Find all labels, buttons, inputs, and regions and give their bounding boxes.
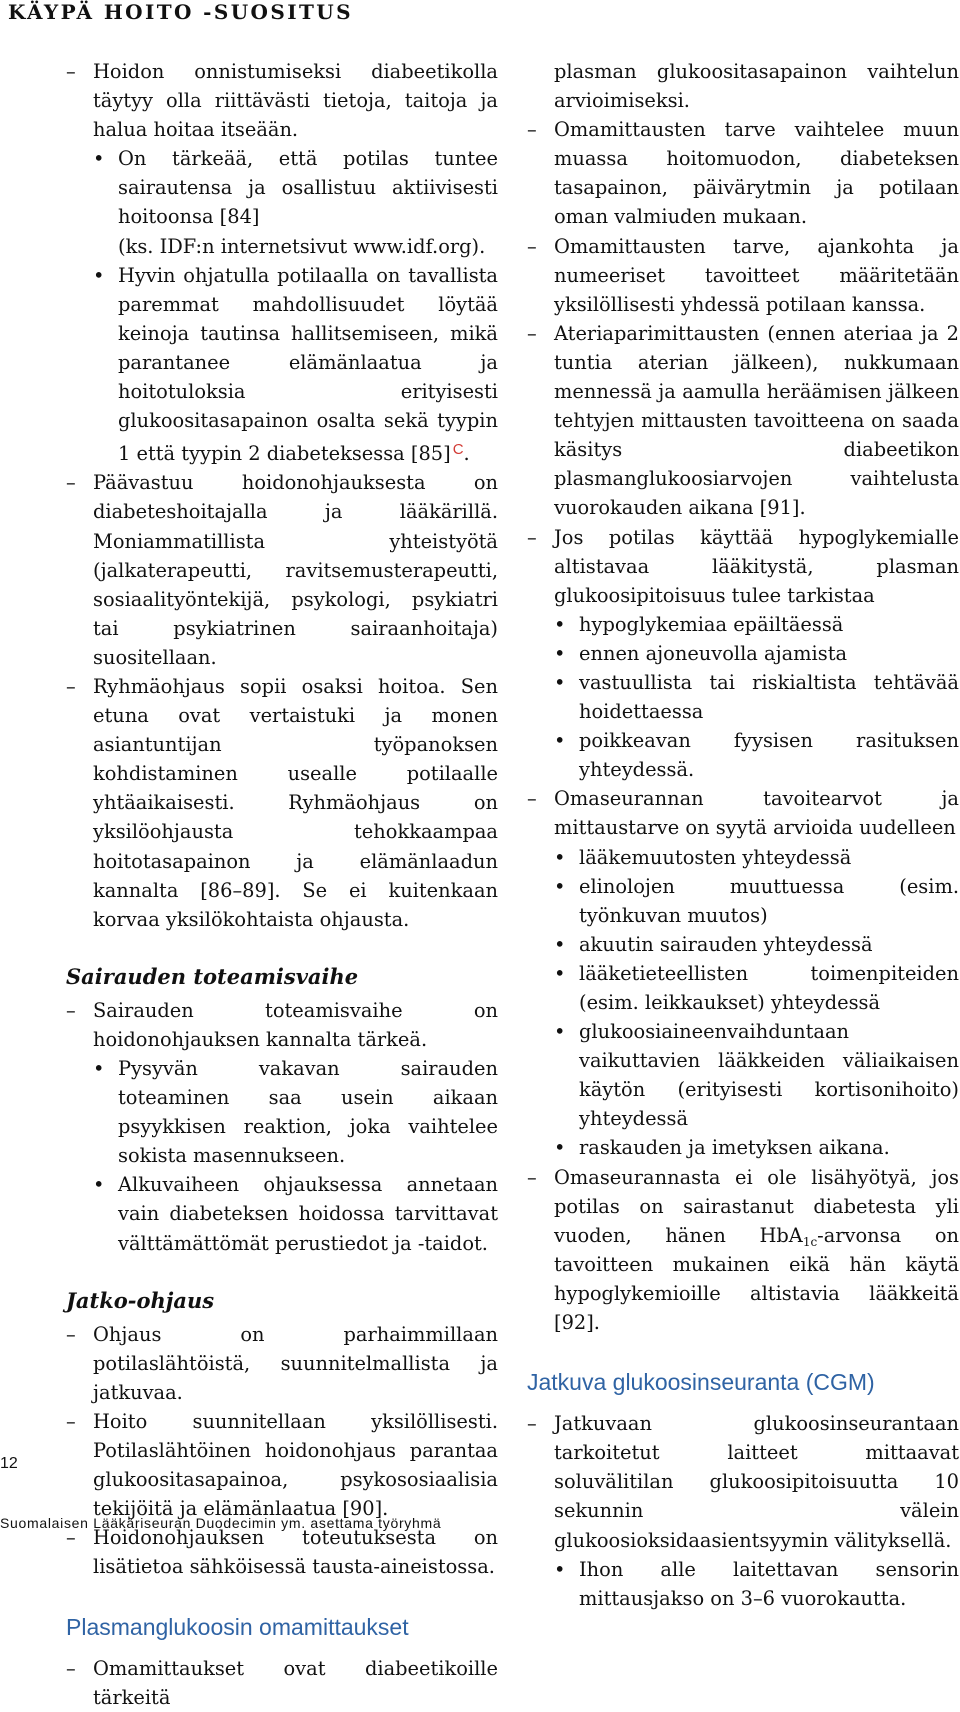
list-item-text: . [463, 442, 470, 466]
list-item: – Jatkuvaan glukoosinseurantaan tarkoitetut laitteet mittaavat soluvälitilan glukoosipitoisuutta 10 sekunnin välein glukoosioksidaasientsyymin välityksellä. [527, 1409, 959, 1554]
list-item: – Hoito suunnitellaan yksilöllisesti. Potilaslähtöinen hoidonohjaus parantaa glukoositasapainoa, psykososiaalisia tekijöitä ja elämänlaatua [90]. [66, 1407, 498, 1523]
left-column [66, 57, 498, 1712]
list-item [527, 1163, 959, 1338]
list-item-text: (ks. IDF:n internetsivut www.idf.org). [118, 234, 486, 258]
list-item: • vastuullista tai riskialtista tehtävää hoidettaessa [527, 668, 959, 726]
evidence-grade-badge: C [452, 441, 464, 459]
section-heading: Sairauden toteamisvaihe [66, 963, 359, 989]
list-item: • akuutin sairauden yhteydessä [527, 930, 959, 959]
list-item: – Jos potilas käyttää hypoglykemialle altistavaa lääkitystä, plasman glukoosipitoisuus tulee tarkistaa [527, 523, 959, 610]
list-item: – Sairauden toteamisvaihe on hoidonohjauksen kannalta tärkeä. [66, 996, 498, 1054]
list-item: – Hoidonohjauksen toteutuksesta on lisätietoa sähköisessä tausta-aineistossa. [66, 1523, 498, 1581]
list-item: – Päävastuu hoidonohjauksesta on diabeteshoitajalla ja lääkärillä. Moniammatillista yhteistyötä (jalkaterapeutti, ravitsemusterapeutti, sosiaalityöntekijä, psykologi, psykiatri tai psykiatrinen sairaanhoitaja) suositellaan. [66, 468, 498, 672]
list-item: • Ihon alle laitettavan sensorin mittausjakso on 3–6 vuorokautta. [527, 1555, 959, 1613]
list-item: – Omaseurannan tavoitearvot ja mittaustarve on syytä arvioida uudelleen [527, 784, 959, 842]
list-item [66, 261, 498, 469]
list-item: • Pysyvän vakavan sairauden toteaminen saa usein aikaan psyykkisen reaktion, joka vaihtelee sokista masennukseen. [66, 1054, 498, 1170]
list-item [66, 144, 498, 260]
page-number: 12 [0, 1455, 18, 1472]
list-item: • glukoosiaineenvaihduntaan vaikuttavien lääkkeiden väliaikaisen käytön (erityisesti kortisonihoito) yhteydessä [527, 1017, 959, 1133]
list-item: • raskauden ja imetyksen aikana. [527, 1133, 959, 1162]
subscript: 1c [802, 1234, 818, 1249]
footer-credit: Suomalaisen Lääkäriseuran Duodecimin ym. asettama työryhmä [0, 1515, 442, 1531]
right-column [527, 57, 959, 1613]
list-item: • lääkemuutosten yhteydessä [527, 843, 959, 872]
section-heading: Plasmanglukoosin omamittaukset [66, 1613, 409, 1640]
list-item-text: Omaseurannasta ei ole lisähyötyä, jos potilas on sairastanut diabetesta yli vuoden, hänen HbA [554, 1165, 959, 1247]
list-item: – Omamittaukset ovat diabeetikoille tärkeitä [66, 1654, 498, 1712]
list-item-text: -arvonsa on tavoitteen mukainen eikä hän käytä hypoglykemioille altistavia lääkkeitä [92]. [554, 1223, 960, 1335]
list-item: – Ohjaus on parhaimmillaan potilaslähtöistä, suunnitelmallista ja jatkuvaa. [66, 1320, 498, 1407]
list-item: – Omamittausten tarve vaihtelee muun muassa hoitomuodon, diabeteksen tasapainon, päivärytmin ja potilaan oman valmiuden mukaan. [527, 115, 959, 231]
list-item: • hypoglykemiaa epäiltäessä [527, 610, 959, 639]
list-item: • poikkeavan fyysisen rasituksen yhteydessä. [527, 726, 959, 784]
list-item: • ennen ajoneuvolla ajamista [527, 639, 959, 668]
list-item: • Alkuvaiheen ohjauksessa annetaan vain diabeteksen hoidossa tarvittavat välttämättömät perustiedot ja -taidot. [66, 1170, 498, 1257]
list-item-text: On tärkeää, että potilas tuntee sairautensa ja osallistuu aktiivisesti hoitoonsa [84] [118, 147, 498, 229]
list-item: – Hoidon onnistumiseksi diabeetikolla täytyy olla riittävästi tietoja, taitoja ja halua hoitaa itseään. [66, 57, 498, 144]
list-item: – Ryhmäohjaus sopii osaksi hoitoa. Sen etuna ovat vertaistuki ja monen asiantuntijan työpanoksen kohdistaminen usealle potilaalle yhtäaikaisesti. Ryhmäohjaus on yksilöohjausta tehokkaampaa hoitotasapainon ja elämänlaadun kannalta [86–89]. Se ei kuitenkaan korvaa yksilökohtaista ohjausta. [66, 672, 498, 934]
list-item: – Omamittausten tarve, ajankohta ja numeeriset tavoitteet määritetään yksilöllisesti yhdessä potilaan kanssa. [527, 232, 959, 319]
section-heading: Jatko-ohjaus [66, 1287, 215, 1313]
list-item: • elinolojen muuttuessa (esim. työnkuvan muutos) [527, 872, 959, 930]
list-item-continuation: plasman glukoositasapainon vaihtelun arvioimiseksi. [554, 60, 959, 113]
section-heading: Jatkuva glukoosinseuranta (CGM) [527, 1369, 875, 1396]
list-item: • lääketieteellisten toimenpiteiden (esim. leikkaukset) yhteydessä [527, 959, 959, 1017]
list-item-text: Hyvin ohjatulla potilaalla on tavallista paremmat mahdollisuudet löytää keinoja tautinsa hallitsemiseen, mikä parantanee elämänlaatua ja hoitotuloksia erityisesti glukoositasapainon osalta sekä tyypin 1 että tyypin 2 diabeteksessa [85] [118, 263, 498, 466]
running-head-title: KÄYPÄ HOITO -SUOSITUS [8, 0, 353, 24]
list-item: – Ateriaparimittausten (ennen ateriaa ja 2 tuntia aterian jälkeen), nukkumaan mennessä ja aamulla heräämisen jälkeen tehtyjen mittausten tavoitteena on saada käsitys diabeetikon plasmanglukoosiarvojen vaihtelusta vuorokauden aikana [91]. [527, 319, 959, 523]
